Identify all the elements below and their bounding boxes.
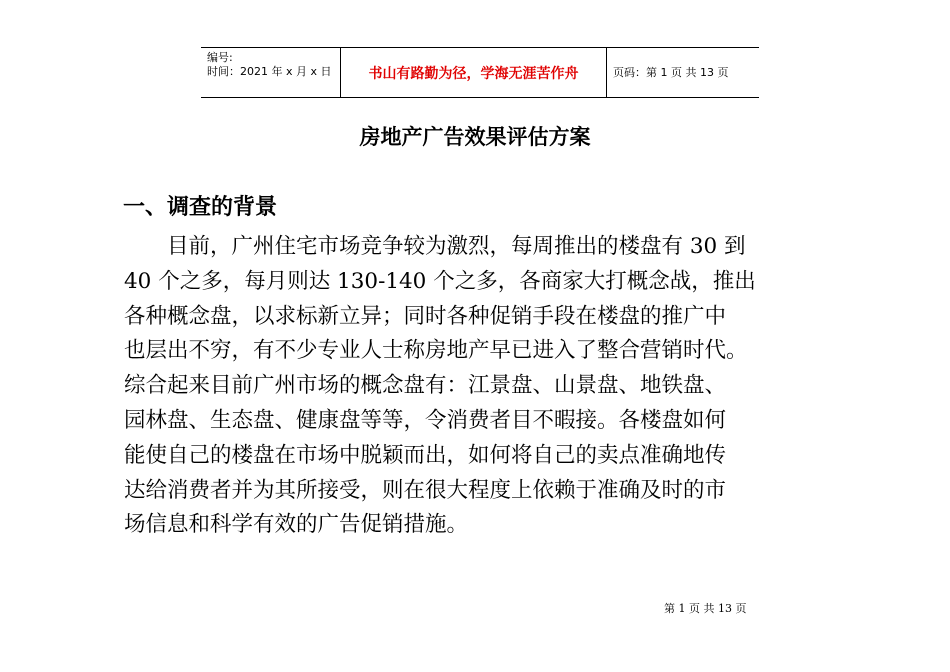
paragraph-line: 综合起来目前广州市场的概念盘有：江景盘、山景盘、地铁盘、 [124,373,727,399]
page-footer: 第 1 页 共 13 页 [664,602,747,615]
header-page-cell [607,48,759,97]
paragraph-line: 目前，广州住宅市场竞争较为激烈，每周推出的楼盘有 30 到 [167,234,746,259]
header-motto-cell [341,48,607,97]
header-meta-cell [201,48,341,97]
paragraph-line: 也层出不穷，有不少专业人士称房地产早已进入了整合营销时代。 [124,338,748,364]
section-heading: 一、调查的背景 [123,195,278,220]
paragraph-line: 园林盘、生态盘、健康盘等等，令消费者目不暇接。各楼盘如何 [124,407,727,433]
paragraph-line: 各种概念盘，以求标新立异；同时各种促销手段在楼盘的推广中 [124,303,727,329]
body-paragraph [124,230,854,543]
document-date: 时间：2021 年 x 月 x 日 [207,65,332,78]
paragraph-line: 40 个之多，每月则达 130-140 个之多，各商家大打概念战，推出 [124,268,756,294]
paragraph-line: 场信息和科学有效的广告促销措施。 [124,512,469,538]
header-page-info: 页码：第 1 页 共 13 页 [613,65,729,79]
document-number-label: 编号: [207,51,233,64]
paragraph-line: 能使自己的楼盘在市场中脱颖而出，如何将自己的卖点准确地传 [124,442,727,468]
header-motto: 书山有路勤为径，学海无涯苦作舟 [368,65,579,82]
paragraph-line: 达给消费者并为其所接受，则在很大程度上依赖于准确及时的市 [124,477,727,503]
document-title: 房地产广告效果评估方案 [359,125,591,149]
page-header [201,47,759,98]
